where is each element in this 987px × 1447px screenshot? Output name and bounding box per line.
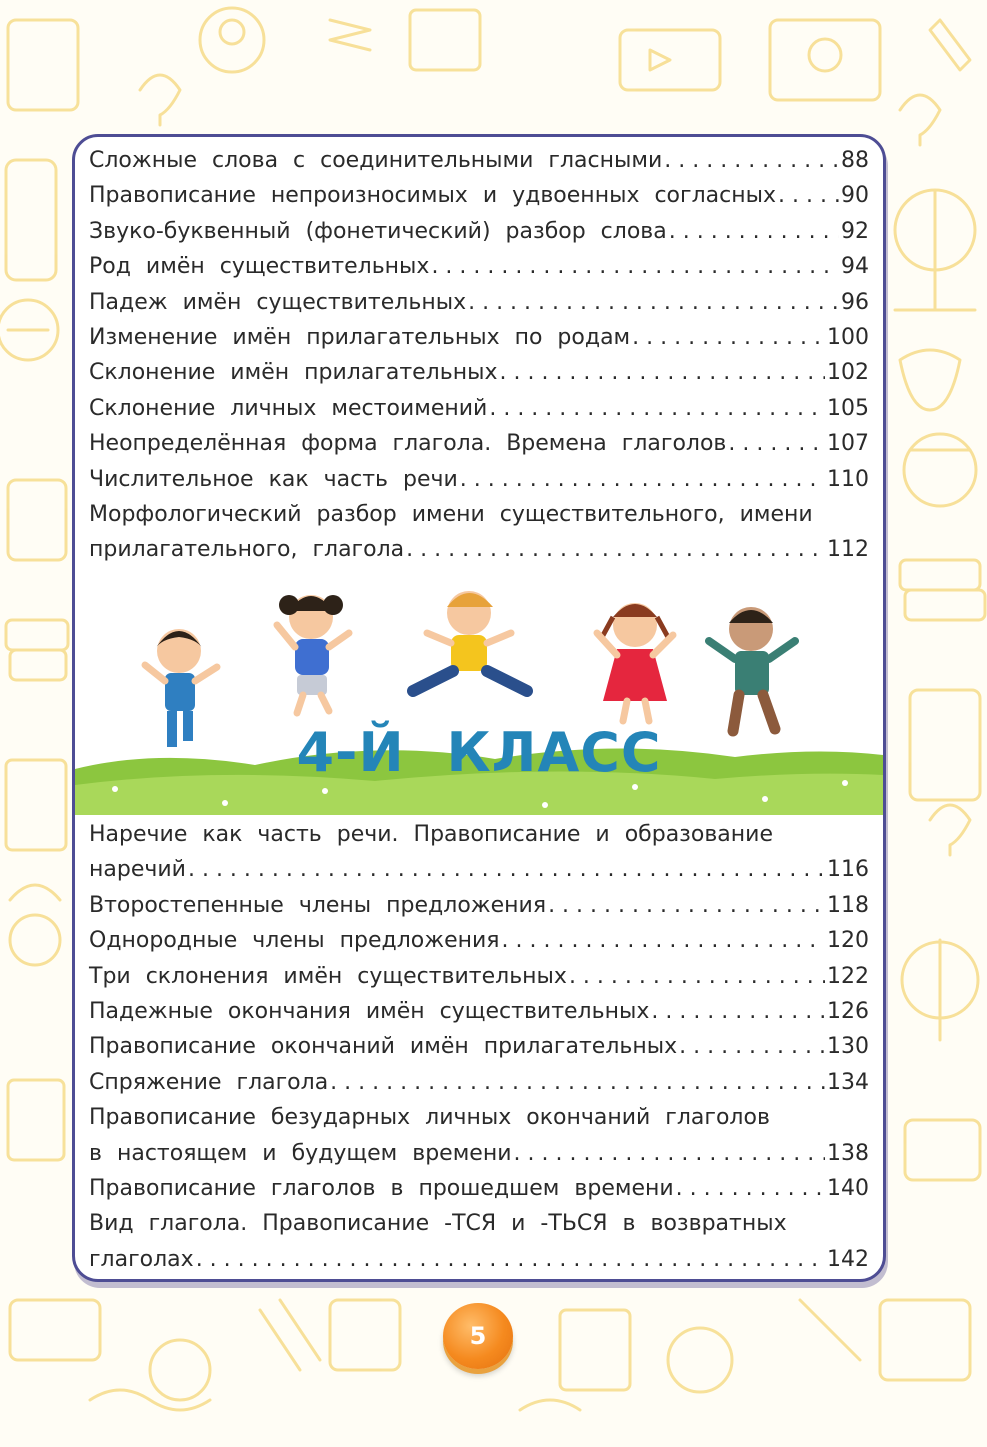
dot-leader: [514, 1136, 825, 1171]
dot-leader: [778, 178, 839, 213]
dot-leader: [431, 249, 839, 284]
dot-leader: [188, 852, 825, 887]
page-number: 90: [841, 183, 869, 209]
dot-leader: [196, 1242, 825, 1277]
toc-entry[interactable]: Второстепенные члены предложения . . . 118: [89, 888, 869, 923]
page-number: 88: [841, 148, 869, 173]
toc-entry[interactable]: Падеж имён существительных . . . 96: [89, 285, 869, 320]
dot-leader: [676, 1171, 825, 1206]
dot-leader: [569, 959, 825, 994]
page-number: 134: [827, 1069, 869, 1095]
dot-leader: [679, 1029, 825, 1064]
page-number: 122: [827, 963, 869, 989]
dot-leader: [489, 391, 825, 426]
dot-leader: [500, 355, 826, 390]
page-number: 110: [827, 466, 869, 492]
page-number: 94: [841, 254, 869, 280]
toc-entry[interactable]: Звуко-буквенный (фонетический) разбор слова . . . 92: [89, 214, 869, 249]
dot-leader: [548, 888, 825, 923]
toc-entry[interactable]: Сложные слова с соединительными гласными . . . 88: [89, 143, 869, 178]
toc-entry[interactable]: Правописание непроизносимых и удвоенных согласных . . . 90: [89, 178, 869, 213]
page-number: 112: [827, 537, 869, 563]
toc-entry[interactable]: Склонение личных местоимений . . . 105: [89, 391, 869, 426]
toc-entry[interactable]: Правописание безударных личных окончаний глаголов в настоящем и будущем времени . . . 138: [89, 1100, 869, 1171]
toc-entry[interactable]: Морфологический разбор имени существительного, имени прилагательного, глагола . . . 112: [89, 497, 869, 568]
toc-upper-list: [89, 143, 869, 568]
page-number: 126: [827, 998, 869, 1024]
toc-entry[interactable]: Вид глагола. Правописание -ТСЯ и -ТЬСЯ в возвратных глаголах . . . 142: [89, 1206, 869, 1277]
page-number: 92: [841, 218, 869, 244]
page-number: 105: [827, 395, 869, 421]
page-number: 120: [827, 928, 869, 954]
child-figure: [277, 595, 349, 713]
toc-entry[interactable]: Числительное как часть речи . . . 110: [89, 462, 869, 497]
dot-leader: [330, 1065, 825, 1100]
page-number: 118: [827, 892, 869, 918]
toc-entry[interactable]: Правописание окончаний имён прилагательных . . . 130: [89, 1029, 869, 1064]
dot-leader: [664, 143, 839, 178]
page-number: 96: [841, 289, 869, 315]
grade-heading: 4-Й КЛАСС: [296, 721, 662, 784]
toc-entry[interactable]: Однородные члены предложения . . . 120: [89, 923, 869, 958]
page-number: 140: [827, 1175, 869, 1201]
toc-entry[interactable]: Род имён существительных . . . 94: [89, 249, 869, 284]
dot-leader: [632, 320, 825, 355]
dot-leader: [468, 285, 839, 320]
dot-leader: [406, 532, 825, 567]
dot-leader: [502, 923, 825, 958]
toc-lower-list: [89, 817, 869, 1277]
page-number: 138: [827, 1140, 869, 1166]
dot-leader: [651, 994, 825, 1029]
toc-entry[interactable]: Правописание глаголов в прошедшем времени . . . 140: [89, 1171, 869, 1206]
child-figure: [709, 607, 795, 731]
toc-entry[interactable]: Падежные окончания имён существительных . . . 126: [89, 994, 869, 1029]
page-number-badge: 5: [443, 1303, 513, 1369]
page-number: 142: [827, 1246, 869, 1272]
toc-entry[interactable]: Изменение имён прилагательных по родам . . . 100: [89, 320, 869, 355]
child-figure: [597, 603, 673, 721]
child-figure: [413, 591, 527, 691]
page-number: 100: [827, 324, 869, 350]
table-of-contents-card: [72, 134, 886, 1282]
toc-entry[interactable]: Неопределённая форма глагола. Времена глаголов . . . 107: [89, 426, 869, 461]
toc-entry[interactable]: Три склонения имён существительных . . . 122: [89, 959, 869, 994]
dot-leader: [460, 462, 825, 497]
dot-leader: [669, 214, 839, 249]
toc-entry[interactable]: Склонение имён прилагательных . . . 102: [89, 355, 869, 390]
page-number: 107: [827, 431, 869, 457]
page-number: 130: [827, 1034, 869, 1060]
page-number: 116: [827, 857, 869, 883]
page-number: 102: [827, 360, 869, 386]
toc-entry[interactable]: Спряжение глагола . . . 134: [89, 1065, 869, 1100]
toc-entry[interactable]: Наречие как часть речи. Правописание и образование наречий . . . 116: [89, 817, 869, 888]
dot-leader: [728, 426, 825, 461]
